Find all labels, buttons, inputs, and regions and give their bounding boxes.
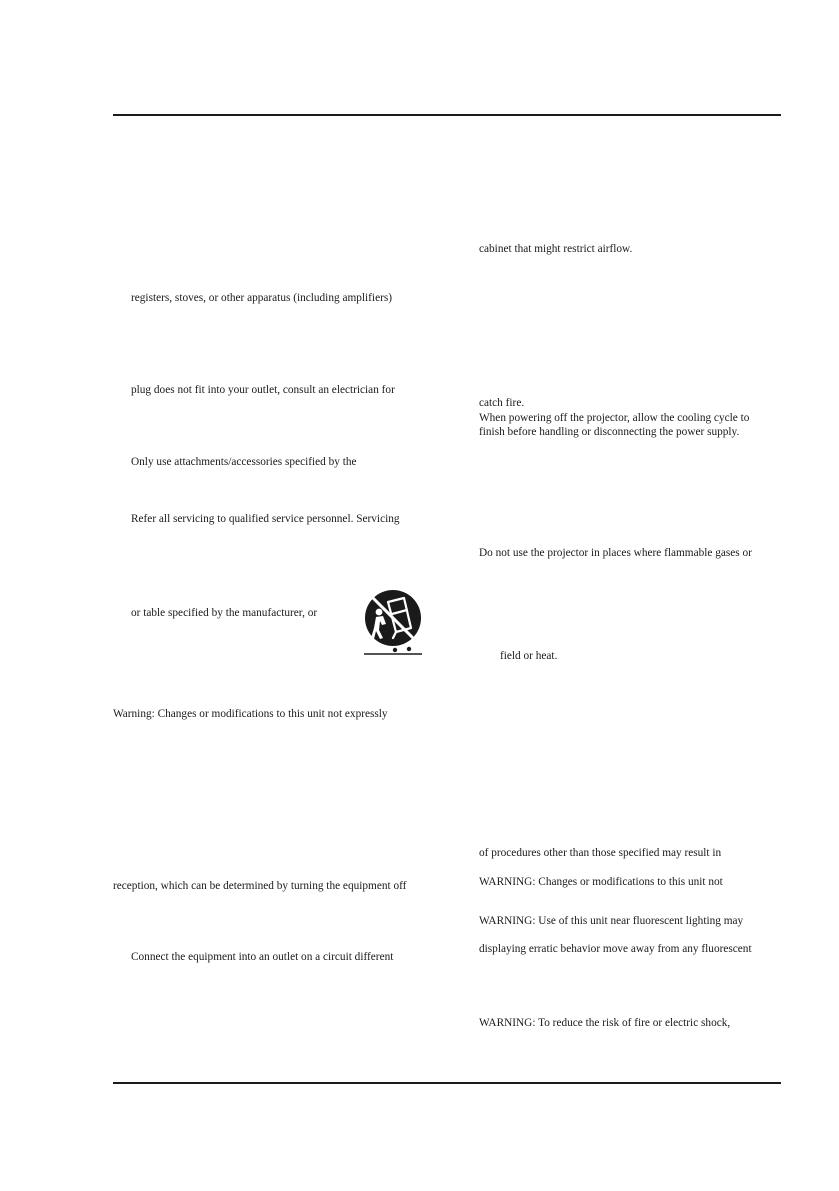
right-line-7: of procedures other than those specified may result in [479,847,722,859]
right-line-9: WARNING: Use of this unit near fluorescent lighting may [479,915,744,927]
right-line-2: catch fire. [479,397,525,409]
left-line-8: Connect the equipment into an outlet on a circuit different [131,951,394,963]
cart-tip-over-warning-icon [362,588,424,656]
left-line-5: or table specified by the manufacturer, or [131,607,318,619]
right-line-4: finish before handling or disconnecting the power supply. [479,426,740,438]
left-line-6: Warning: Changes or modifications to this unit not expressly [113,708,388,720]
right-line-10: displaying erratic behavior move away from any fluorescent [479,943,752,955]
right-line-6: field or heat. [500,650,558,662]
left-line-7: reception, which can be determined by turning the equipment off [113,880,407,892]
top-rule [113,114,781,116]
right-line-1: cabinet that might restrict airflow. [479,243,633,255]
left-line-2: plug does not fit into your outlet, consult an electrician for [131,384,395,396]
left-line-4: Refer all servicing to qualified service personnel. Servicing [131,513,400,525]
right-line-11: WARNING: To reduce the risk of fire or electric shock, [479,1017,731,1029]
bottom-rule [113,1082,781,1084]
left-line-1: registers, stoves, or other apparatus (including amplifiers) [131,292,393,304]
right-line-8: WARNING: Changes or modifications to this unit not [479,876,723,888]
right-line-3: When powering off the projector, allow the cooling cycle to [479,412,750,424]
right-line-5: Do not use the projector in places where flammable gases or [479,547,752,559]
left-line-3: Only use attachments/accessories specified by the [131,456,357,468]
